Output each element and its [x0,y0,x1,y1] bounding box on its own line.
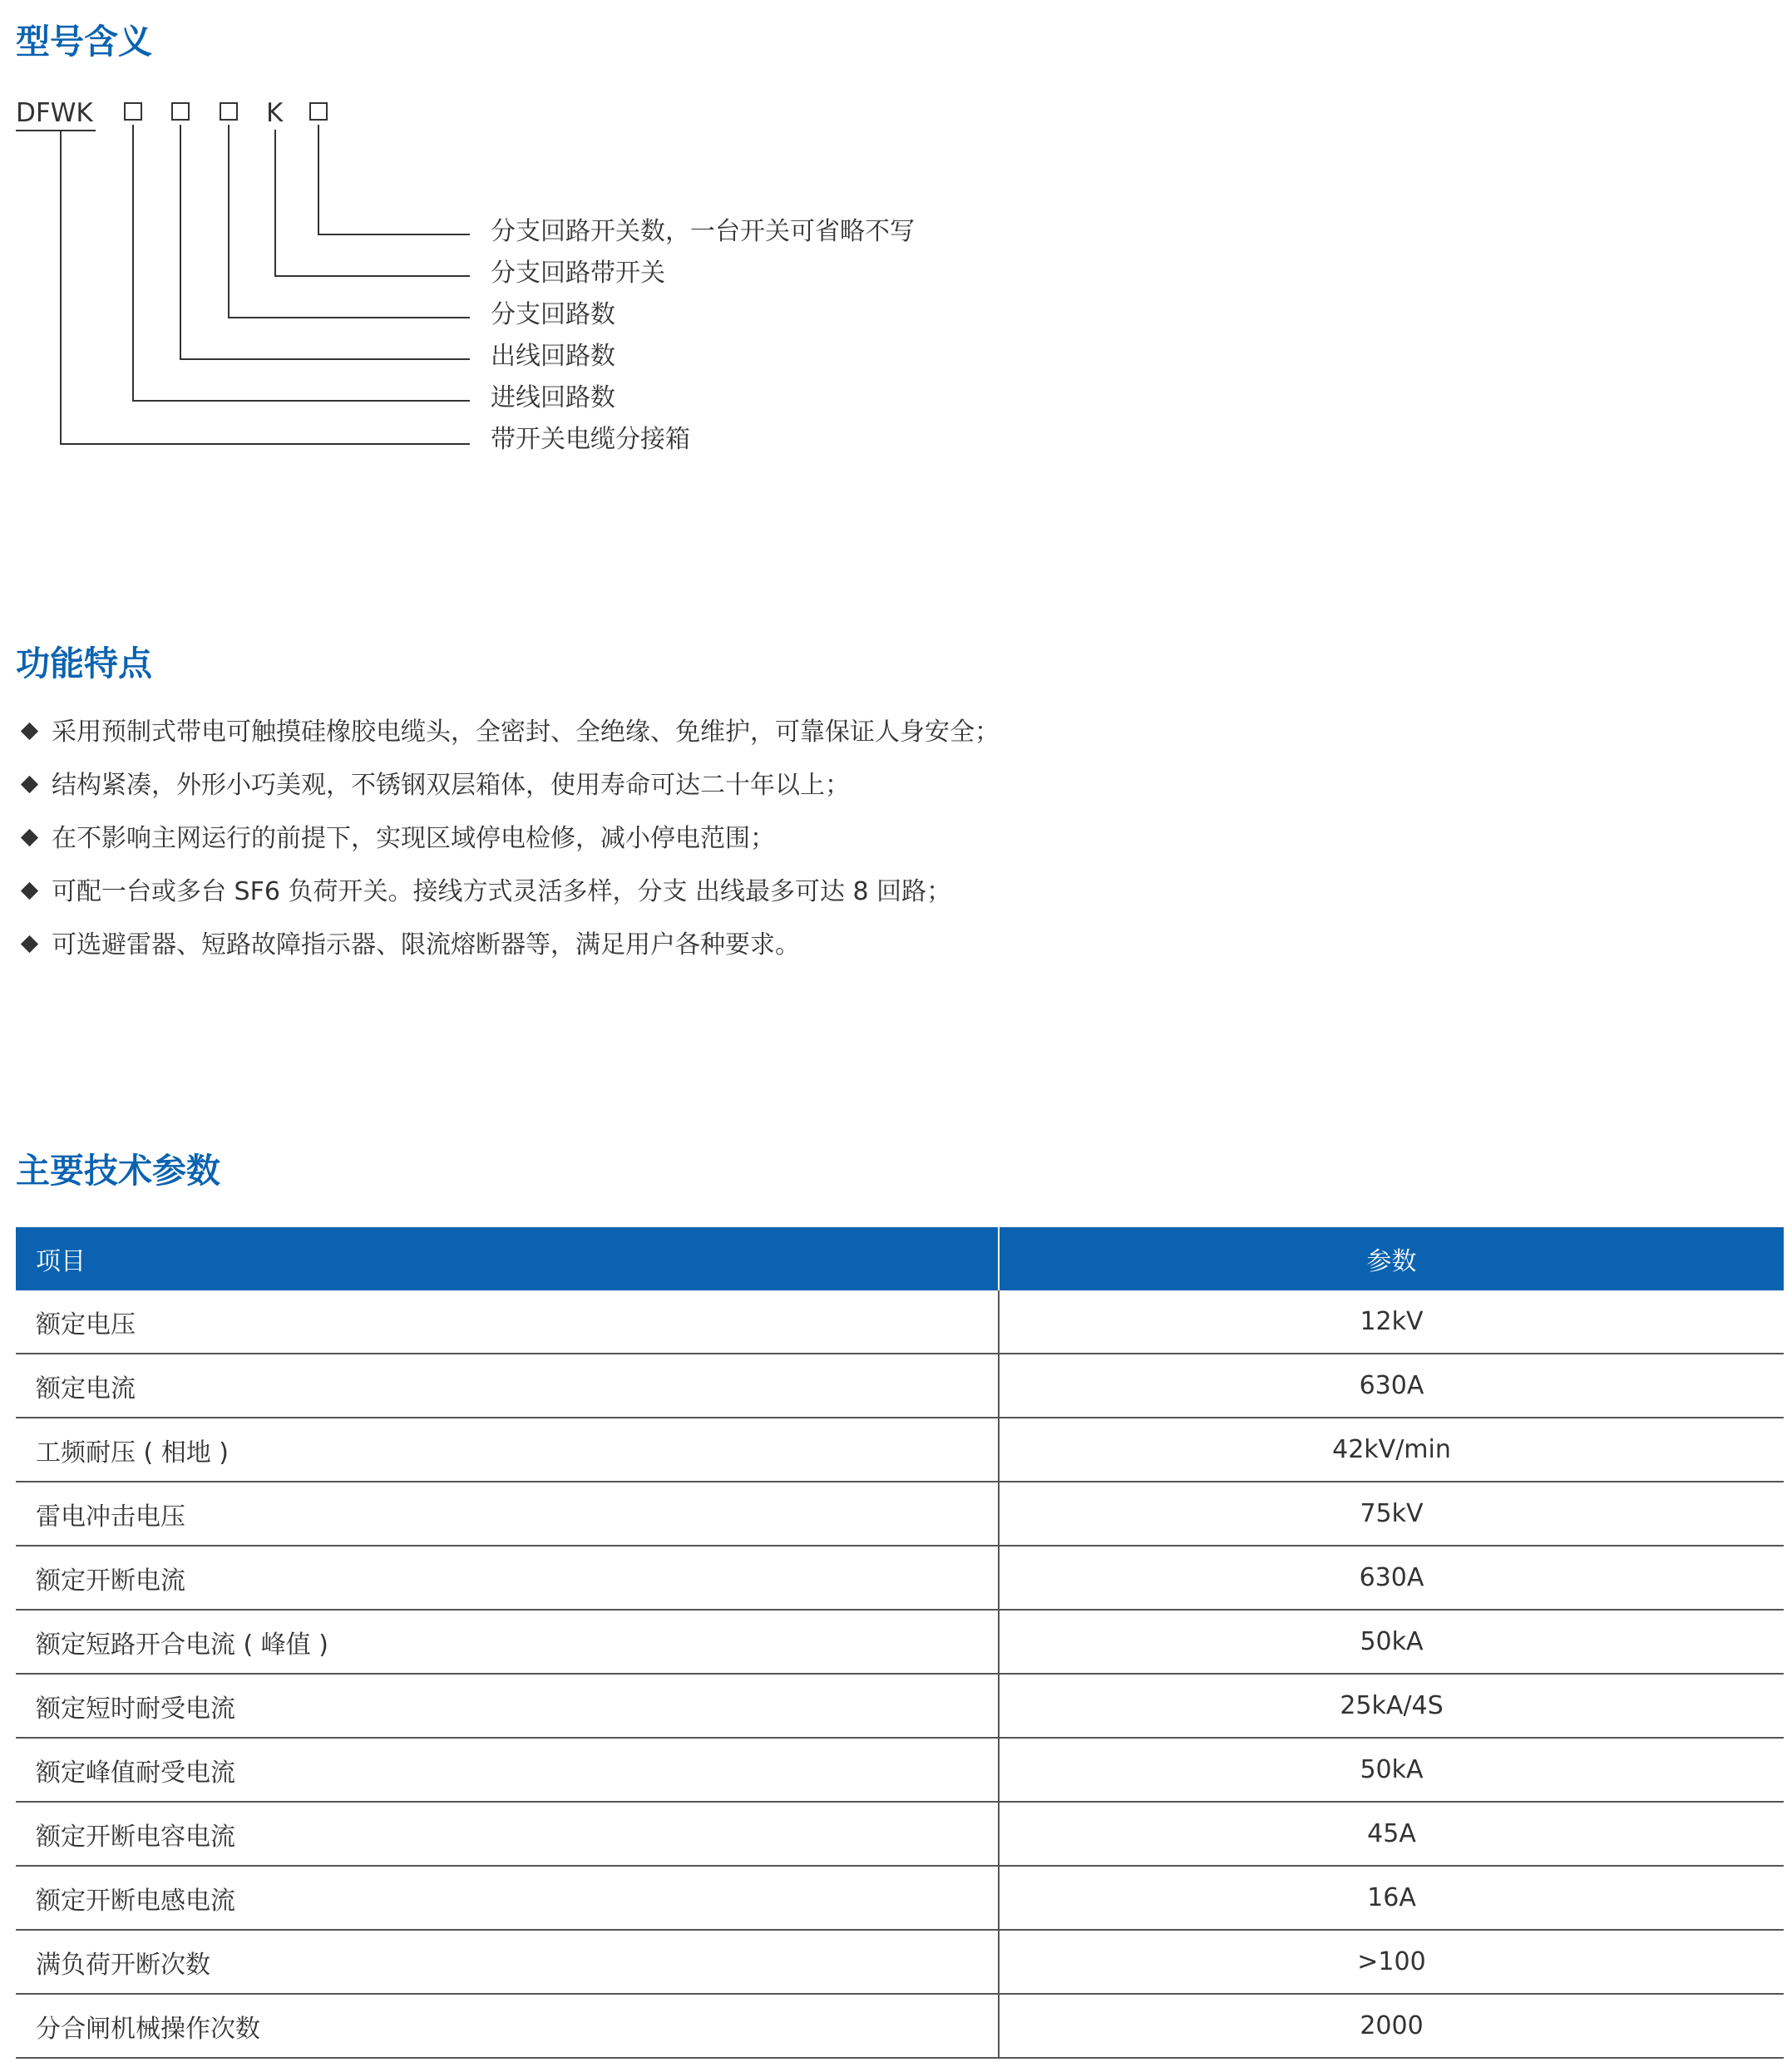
param-value: 75kV [999,1482,1784,1546]
param-value: 630A [999,1546,1784,1610]
column-header-item: 项目 [16,1227,999,1290]
connector-line [60,443,470,445]
model-section-title: 型号含义 [16,22,152,62]
param-value: >100 [999,1930,1784,1994]
param-name: 满负荷开断次数 [16,1930,999,1994]
feature-item: 采用预制式带电可触摸硅橡胶电缆头，全密封、全绝缘、免维护，可靠保证人身安全； [18,720,1000,745]
placeholder-box [309,102,328,121]
meaning-product-name: 带开关电缆分接箱 [491,425,690,454]
connector-line [228,317,470,318]
diamond-bullet-icon [21,935,38,953]
param-value: 16A [999,1866,1784,1930]
table-header-row [16,1227,1784,1290]
param-value: 50kA [999,1738,1784,1802]
param-value: 2000 [999,1994,1784,2058]
connector-line [274,275,470,277]
param-name: 额定电流 [16,1354,999,1418]
connector-line [60,131,62,445]
param-value: 50kA [999,1610,1784,1674]
placeholder-box [171,102,190,121]
param-value: 45A [999,1802,1784,1866]
param-value: 630A [999,1354,1784,1418]
table-row [16,1610,1784,1674]
feature-item: 结构紧凑，外形小巧美观，不锈钢双层箱体，使用寿命可达二十年以上； [18,773,850,798]
param-name: 额定开断电流 [16,1546,999,1610]
params-table [16,1227,1784,2059]
param-name: 额定电压 [16,1290,999,1354]
param-name: 分合闸机械操作次数 [16,1994,999,2058]
model-code-letter: K [266,98,284,128]
model-code-prefix: DFWK [16,98,93,128]
table-row [16,1738,1784,1802]
placeholder-box [220,102,238,121]
connector-line [132,125,134,402]
diamond-bullet-icon [21,723,38,740]
column-header-value: 参数 [999,1227,1784,1290]
table-row [16,1290,1784,1354]
table-row [16,1482,1784,1546]
param-name: 额定短路开合电流 ( 峰值 ) [16,1610,999,1674]
connector-line [274,130,276,277]
feature-item: 可配一台或多台 SF6 负荷开关。接线方式灵活多样，分支 出线最多可达 8 回路； [18,880,951,905]
feature-item: 可选避雷器、短路故障指示器、限流熔断器等，满足用户各种要求。 [18,933,800,958]
param-value: 25kA/4S [999,1674,1784,1738]
meaning-branch-with-switch: 分支回路带开关 [491,259,665,288]
table-row [16,1418,1784,1482]
diamond-bullet-icon [21,829,38,846]
meaning-incoming-count: 进线回路数 [491,383,615,412]
param-name: 额定开断电感电流 [16,1866,999,1930]
table-row [16,1674,1784,1738]
table-row [16,1546,1784,1610]
connector-line [318,234,470,235]
feature-item: 在不影响主网运行的前提下，实现区域停电检修，减小停电范围； [18,826,775,851]
meaning-outgoing-count: 出线回路数 [491,342,615,371]
connector-line [180,125,181,360]
param-value: 12kV [999,1290,1784,1354]
connector-line [318,125,319,235]
meaning-branch-switch-count: 分支回路开关数，一台开关可省略不写 [491,217,915,246]
table-row [16,1866,1784,1930]
table-row [16,1930,1784,1994]
features-section-title: 功能特点 [16,644,152,683]
param-name: 雷电冲击电压 [16,1482,999,1546]
param-name: 额定开断电容电流 [16,1802,999,1866]
table-row [16,1994,1784,2058]
table-row [16,1802,1784,1866]
param-name: 额定短时耐受电流 [16,1674,999,1738]
placeholder-box [124,102,142,121]
prefix-underline [16,130,96,131]
diamond-bullet-icon [21,776,38,793]
param-name: 额定峰值耐受电流 [16,1738,999,1802]
meaning-branch-count: 分支回路数 [491,300,615,329]
connector-line [180,358,470,360]
param-name: 工频耐压 ( 相地 ) [16,1418,999,1482]
diamond-bullet-icon [21,882,38,900]
connector-line [132,400,470,402]
params-section-title: 主要技术参数 [16,1151,220,1191]
table-row [16,1354,1784,1418]
connector-line [228,125,230,318]
param-value: 42kV/min [999,1418,1784,1482]
